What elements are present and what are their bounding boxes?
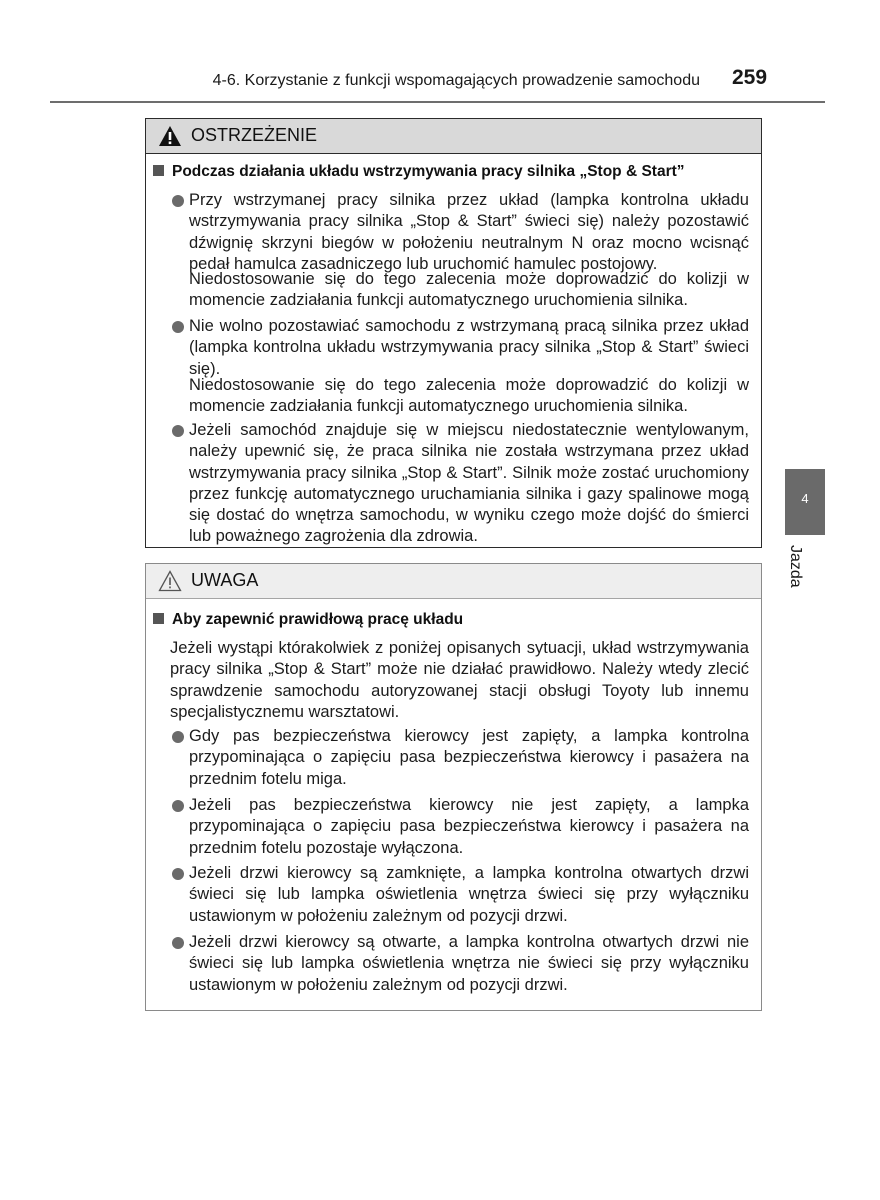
warning-box <box>145 118 762 548</box>
caution-bullet-2-text: Jeżeli pas bezpieczeństwa kierowcy nie jest zapięty, a lampka przypominająca o zapięciu pasa bezpieczeństwa kierowcy i pasażera na przednim fotelu pozostaje wyłączona. <box>189 796 749 857</box>
header-divider <box>50 101 825 103</box>
caution-box <box>145 563 762 1011</box>
warning-bullet-1-text: Przy wstrzymanej pracy silnika przez układ (lampka kontrolna układu wstrzymywania pracy silnika „Stop & Start” świeci się) należy pozostawić dźwignię skrzyni biegów w położeniu neutralnym N oraz mocno wcisnąć pedał hamulca zasadniczego lub uruchomić hamulec postojowy. <box>189 191 749 273</box>
caution-title: UWAGA <box>191 570 259 590</box>
caution-intro: Jeżeli wystąpi którakolwiek z poniżej opisanych sytuacji, układ wstrzymywania pracy silnika „Stop & Start” może nie działać prawidłowo. Należy wtedy zlecić sprawdzenie samochodu autoryzowanej stacji obsługi Toyoty lub innemu specjalistycznemu warsztatowi. <box>170 639 749 721</box>
warning-bullet-2-text: Nie wolno pozostawiać samochodu z wstrzymaną pracą silnika przez układ (lampka kontrolna układu wstrzymywania pracy silnika „Stop & Start” świeci się). <box>189 317 749 378</box>
chapter-label: Jazda <box>787 545 804 588</box>
warning-title: OSTRZEŻENIE <box>191 125 318 145</box>
bullet-icon <box>172 800 184 812</box>
caution-triangle-icon <box>158 570 182 592</box>
warning-bullet-2-note: Niedostosowanie się do tego zalecenia może doprowadzić do kolizji w momencie zadziałania funkcji automatycznego uruchomienia silnika. <box>189 376 749 416</box>
bullet-icon <box>172 937 184 949</box>
bullet-icon <box>172 425 184 437</box>
page-number: 259 <box>732 66 768 89</box>
bullet-icon <box>172 868 184 880</box>
warning-triangle-icon <box>158 125 182 147</box>
caution-section-heading: Aby zapewnić prawidłową pracę układu <box>153 611 463 629</box>
warning-section-heading: Podczas działania układu wstrzymywania pracy silnika „Stop & Start” <box>153 163 685 181</box>
caution-bullet-1-text: Gdy pas bezpieczeństwa kierowcy jest zapięty, a lampka kontrolna przypominająca o zapięciu pasa bezpieczeństwa kierowcy i pasażera na przednim fotelu miga. <box>189 727 749 788</box>
caution-bullet-4-text: Jeżeli drzwi kierowcy są otwarte, a lampka kontrolna otwartych drzwi nie świeci się lub lampka oświetlenia wnętrza nie świeci się przy wyłączniku ustawionym w położeniu zależnym od pozycji drzwi. <box>189 933 749 994</box>
chapter-number: 4 <box>801 491 809 506</box>
square-bullet-icon <box>153 613 164 624</box>
running-header: 4-6. Korzystanie z funkcji wspomagających prowadzenie samochodu <box>212 72 700 89</box>
bullet-icon <box>172 731 184 743</box>
warning-header <box>146 119 761 154</box>
square-bullet-icon <box>153 165 164 176</box>
chapter-tab <box>785 469 825 535</box>
caution-bullet-3-text: Jeżeli drzwi kierowcy są zamknięte, a lampka kontrolna otwartych drzwi świeci się lub lampka oświetlenia wnętrza świeci się przy wyłączniku ustawionym w położeniu zależnym od pozycji drzwi. <box>189 864 749 925</box>
caution-header <box>146 564 761 599</box>
warning-bullet-3-text: Jeżeli samochód znajduje się w miejscu niedostatecznie wentylowanym, należy upewnić się, że praca silnika nie została wstrzymana przez układ wstrzymywania pracy silnika „Stop & Start”. Silnik może zostać uruchomiony przez funkcję automatycznego uruchamiania silnika i gazy spalinowe mogą się dostać do wnętrza samochodu, w wyniku czego może dojść do śmierci lub poważnego zagrożenia dla zdrowia. <box>189 421 749 546</box>
warning-bullet-1-note: Niedostosowanie się do tego zalecenia może doprowadzić do kolizji w momencie zadziałania funkcji automatycznego uruchomienia silnika. <box>189 270 749 310</box>
bullet-icon <box>172 195 184 207</box>
bullet-icon <box>172 321 184 333</box>
